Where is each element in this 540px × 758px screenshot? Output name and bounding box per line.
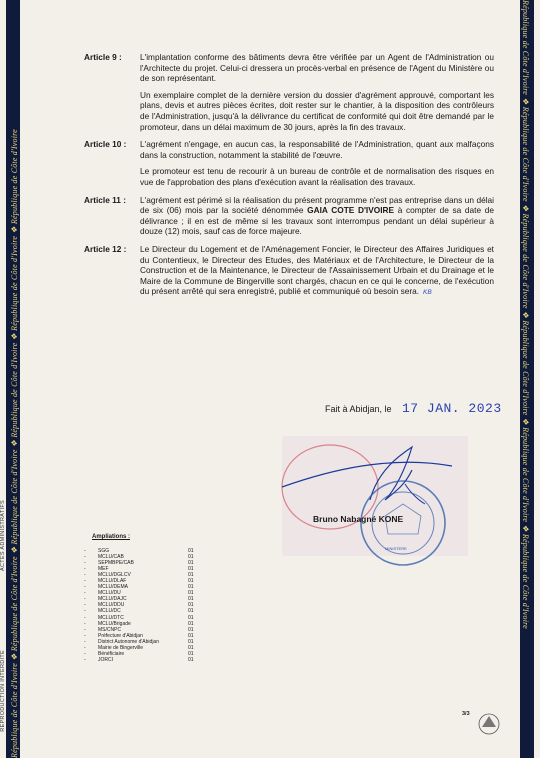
seal-text: MINISTERE [385, 546, 407, 551]
article-paragraph: L'implantation conforme des bâtiments devra être vérifiée par un Agent de l'Administration ou l'Architecte du projet. Celui-ci dressera un procès-verbal en présence de l'Agent du Ministère ou de son représentant. [140, 52, 494, 84]
ampliation-quantity: 01 [188, 590, 194, 597]
list-bullet: - [84, 650, 86, 657]
ampliation-quantity: 01 [188, 554, 194, 561]
article-label: Article 10 : [84, 139, 127, 150]
ampliation-recipient: MCLU/DGLCV [98, 572, 131, 579]
list-bullet: - [84, 602, 86, 609]
list-bullet: - [84, 656, 86, 663]
article-paragraph: Le promoteur est tenu de recourir à un bureau de contrôle et de normalisation des risques en vue de l'approbation des plans d'exécution avant la réalisation des travaux. [140, 166, 494, 187]
ampliation-recipient: MCLU/DAJC [98, 596, 127, 603]
ampliation-recipient: MCLU/DEMA [98, 584, 129, 591]
ampliation-quantity: 01 [188, 560, 194, 567]
article-paragraph: L'agrément n'engage, en aucun cas, la responsabilité de l'Administration, quant aux malfaçons dans la construction, notamment la stabilité de l'œuvre. [140, 139, 494, 160]
list-bullet: - [84, 554, 86, 561]
list-bullet: - [84, 620, 86, 627]
list-bullet: - [84, 596, 86, 603]
article-label: Article 9 : [84, 52, 122, 62]
paragraph-text: à compter de sa date de délivrance ; il en est de même si les travaux sont interrompus pendant un délai supérieur à douze (12) mois, sauf cas de force majeure. [140, 205, 494, 237]
ampliation-recipient: MCLU/DTC [98, 614, 124, 621]
ampliation-recipient: MCLU/CAB [98, 554, 124, 561]
ampliation-quantity: 01 [188, 638, 194, 645]
list-bullet: - [84, 632, 86, 639]
ampliation-recipient: MS/CNPC [98, 626, 122, 633]
list-bullet: - [84, 584, 86, 591]
signature-stroke [282, 462, 452, 487]
ampliation-quantity: 01 [188, 644, 194, 651]
list-bullet: - [84, 548, 86, 554]
ampliation-quantity: 01 [188, 596, 194, 603]
article-label: Article 11 : [84, 194, 126, 205]
ampliation-quantity: 01 [188, 608, 194, 615]
ampliation-recipient: MCLU/Brigade [98, 620, 131, 627]
ampliation-recipient: Préfecture d'Abidjan [98, 632, 143, 639]
ampliation-recipient: Bénéficiaire [98, 650, 125, 657]
ampliation-quantity: 01 [188, 566, 194, 573]
border-text-left: République de Côte d'Ivoire ❖ République de Côte d'Ivoire ❖ République de Côte d'Ivoire ❖ République de Côte d'Ivoire ❖ République de Côte d'Ivoire ❖ République de Côte d'Ivoire [10, 129, 19, 758]
signer-name: Bruno Nabagné KONE [313, 514, 404, 524]
ampliation-quantity: 01 [188, 572, 194, 579]
ampliation-recipient: Mairie de Bingerville [98, 644, 144, 651]
date-stamp: 17 JAN. 2023 [402, 401, 502, 416]
handwritten-initials: KB [423, 289, 432, 297]
list-bullet: - [84, 566, 86, 573]
border-text-right: République de Côte d'Ivoire ❖ République de Côte d'Ivoire ❖ République de Côte d'Ivoire ❖ République de Côte d'Ivoire ❖ République de Côte d'Ivoire ❖ République de Côte d'Ivoire [521, 0, 530, 629]
coat-of-arms-detail [482, 716, 496, 727]
ampliation-recipient: MCLU/DDU [98, 602, 125, 609]
ampliation-quantity: 01 [188, 548, 194, 554]
ampliation-recipient: SGG [98, 548, 110, 554]
ampliation-recipient: MCLU/DU [98, 590, 121, 597]
ampliation-recipient: JORCI [98, 656, 113, 663]
list-bullet: - [84, 560, 86, 567]
list-bullet: - [84, 644, 86, 651]
ampliation-recipient: District Autonome d'Abidjan [98, 638, 159, 645]
page-number: 3/3 [462, 711, 470, 717]
ampliation-row [84, 657, 208, 663]
paragraph-text: Le Directeur du Logement et de l'Aménagement Foncier, le Directeur des Affaires Juridiques et du Contentieux, le Directeur des Etudes, des Matériaux et de l'Architecture, le Directeur de la Construction et de la Maintenance, le Directeur de l'Assainissement Urbain et du Drainage et le Maire de la Commune de Bingerville sont chargés, chacun en ce qui le concerne, de l'exécution du présent arrêté qui sera enregistré, publié et communiqué où besoin sera. [140, 243, 494, 297]
ampliation-quantity: 01 [188, 584, 194, 591]
ampliation-quantity: 01 [188, 614, 194, 621]
list-bullet: - [84, 614, 86, 621]
paragraph-text: L'agrément est périmé si la réalisation du présent programme n'est pas entreprise dans un délai de six (06) mois par la société dénommée [140, 194, 494, 216]
list-bullet: - [84, 626, 86, 633]
article-label: Article 12 : [84, 243, 127, 254]
list-bullet: - [84, 608, 86, 615]
side-label-actes: ACTES ADMINISTRATIFS [0, 500, 6, 571]
ampliation-quantity: 01 [188, 602, 194, 609]
ampliation-recipient: SEPMBPE/CAB [98, 560, 134, 567]
company-name: GAIA COTE D'IVOIRE [307, 205, 395, 216]
ampliation-recipient: MEF [98, 566, 109, 573]
ampliation-quantity: 01 [188, 632, 194, 639]
ampliation-quantity: 01 [188, 626, 194, 633]
list-bullet: - [84, 590, 86, 597]
side-label-reproduction: REPRODUCTION INTERDITE [0, 650, 6, 732]
place-text: Fait à Abidjan, le [325, 404, 392, 414]
list-bullet: - [84, 572, 86, 579]
ampliation-recipient: MCLU/DC [98, 608, 121, 615]
article-paragraph: Un exemplaire complet de la dernière version du dossier d'agrément approuvé, comportant les plans, devis et autres pièces écrites, doit rester sur le chantier, à la disposition des contrôleurs de l'Administration, jusqu'à la délivrance du certificat de conformité qui doit être demandé par le promoteur, dans un délai maximum de 30 jours, après la fin des travaux. [140, 89, 494, 132]
ampliation-recipient: MCLU/DLAF [98, 578, 127, 585]
ampliations-title: Ampliations : [92, 534, 131, 540]
ampliations-list [84, 548, 208, 663]
ampliation-quantity: 01 [188, 578, 194, 585]
ampliation-quantity: 01 [188, 656, 194, 663]
ampliation-quantity: 01 [188, 620, 194, 627]
ampliation-quantity: 01 [188, 650, 194, 657]
list-bullet: - [84, 638, 86, 645]
list-bullet: - [84, 578, 86, 585]
